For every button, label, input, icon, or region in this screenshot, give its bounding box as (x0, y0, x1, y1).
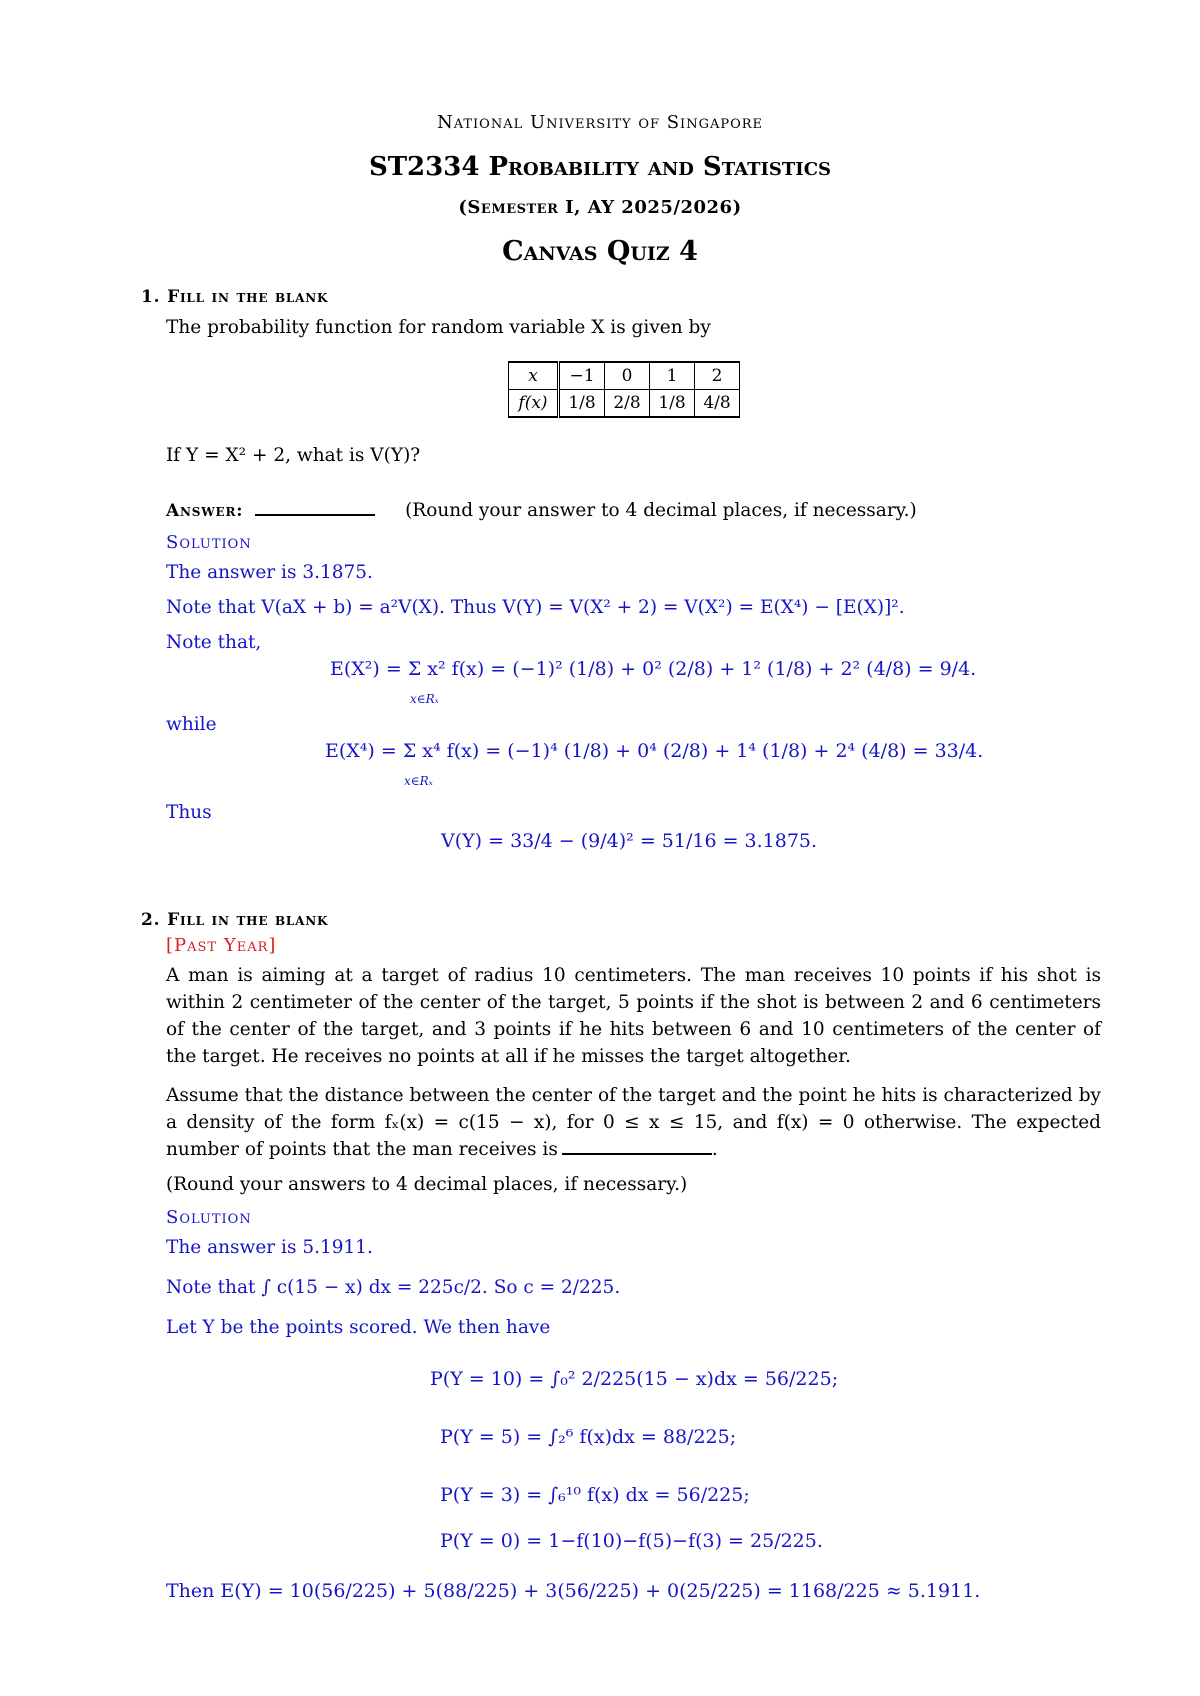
answer-label: Answer: (166, 501, 244, 521)
q2-let-y: Let Y be the points scored. We then have (166, 1317, 551, 1338)
q2-final: Then E(Y) = 10(56/225) + 5(88/225) + 3(56/225) + 0(25/225) = 1168/225 ≈ 5.1911. (166, 1580, 981, 1602)
f-value: 2/8 (605, 390, 650, 418)
q1-question: If Y = X² + 2, what is V(Y)? (166, 445, 421, 466)
q1-type: Fill in the blank (167, 287, 329, 307)
eq-p3: P(Y = 3) = ∫₆¹⁰ f(x) dx = 56/225; (440, 1484, 750, 1506)
q1-while: while (166, 714, 217, 735)
eq-ex4: E(X⁴) = Σ x⁴ f(x) = (−1)⁴ (1/8) + 0⁴ (2/8) + 1⁴ (1/8) + 2⁴ (4/8) = 33/4. (325, 740, 984, 762)
eq-ex2: E(X²) = Σ x² f(x) = (−1)² (1/8) + 0² (2/8) + 1² (1/8) + 2² (4/8) = 9/4. (330, 658, 977, 680)
q1-answer-line: The answer is 3.1875. (166, 562, 373, 583)
eq-p5: P(Y = 5) = ∫₂⁶ f(x)dx = 88/225; (440, 1426, 737, 1448)
semester-line: (Semester I, AY 2025/2026) (458, 197, 742, 218)
f-value: 1/8 (559, 390, 605, 418)
q2-type: Fill in the blank (167, 910, 329, 930)
q1-answer-row (166, 498, 917, 524)
q2-para2: Assume that the distance between the center of the target and the point he hits is characterized by a density of the form fₓ(x) = c(15 − x), for 0 ≤ x ≤ 15, and f(x) = 0 otherwise. The expected number of points that the man receives is . (166, 1085, 1101, 1160)
q1-prompt: The probability function for random variable X is given by (166, 317, 711, 338)
q2-para1: A man is aiming at a target of radius 10 centimeters. The man receives 10 points if his shot is within 2 centimeter of the center of the target, 5 points if the shot is between 2 and 6 centimeters of the center of the target, and 3 points if he hits between 6 and 10 centimeters of the center of the target. He receives no points at all if he misses the target altogether. (166, 965, 1101, 1067)
course-title: ST2334 Probability and Statistics (368, 152, 832, 182)
q1-number: 1. (141, 287, 161, 307)
q2-para2-text: Assume that the distance between the center of the target and the point he hits is characterized by a density of the form fₓ(x) = c(15 − x), for 0 ≤ x ≤ 15, and f(x) = 0 otherwise. The expected number of points that the man receives is (166, 1085, 1101, 1160)
quiz-title: Canvas Quiz 4 (502, 236, 698, 267)
eq-p10: P(Y = 10) = ∫₀² 2/225(15 − x)dx = 56/225; (430, 1368, 839, 1390)
q2-answer-note: (Round your answers to 4 decimal places, if necessary.) (166, 1174, 688, 1195)
sum-subscript: x∈Rₓ (410, 692, 439, 706)
x-value: −1 (559, 362, 605, 390)
x-row-label: x (509, 362, 559, 390)
q2-answer-line: The answer is 5.1911. (166, 1237, 373, 1258)
q1-answer-note: (Round your answer to 4 decimal places, if necessary.) (405, 500, 917, 521)
x-value: 2 (695, 362, 740, 390)
probability-table (508, 361, 740, 418)
q2-number: 2. (141, 910, 161, 930)
answer-blank[interactable] (255, 514, 375, 516)
table-row (509, 390, 740, 418)
answer-blank[interactable] (562, 1153, 712, 1155)
q2-solution-label: Solution (166, 1207, 252, 1228)
x-value: 1 (650, 362, 695, 390)
x-value: 0 (605, 362, 650, 390)
q1-solution-label: Solution (166, 532, 252, 553)
eq-vy: V(Y) = 33/4 − (9/4)² = 51/16 = 3.1875. (441, 830, 818, 852)
q2-note-c: Note that ∫ c(15 − x) dx = 225c/2. So c = 2/225. (166, 1277, 621, 1298)
q2-heading (141, 910, 328, 930)
past-year-tag: [Past Year] (166, 935, 277, 956)
q1-thus: Thus (166, 802, 212, 823)
university-name: National University of Singapore (436, 112, 764, 133)
q1-note-that: Note that, (166, 632, 262, 653)
f-value: 4/8 (695, 390, 740, 418)
q1-heading (141, 287, 328, 307)
f-row-label: f(x) (509, 390, 559, 418)
f-value: 1/8 (650, 390, 695, 418)
q1-note1: Note that V(aX + b) = a²V(X). Thus V(Y) = V(X² + 2) = V(X²) = E(X⁴) − [E(X)]². (166, 597, 905, 618)
eq-p0: P(Y = 0) = 1−f(10)−f(5)−f(3) = 25/225. (440, 1530, 823, 1552)
table-row (509, 362, 740, 390)
sum-subscript: x∈Rₓ (404, 774, 433, 788)
